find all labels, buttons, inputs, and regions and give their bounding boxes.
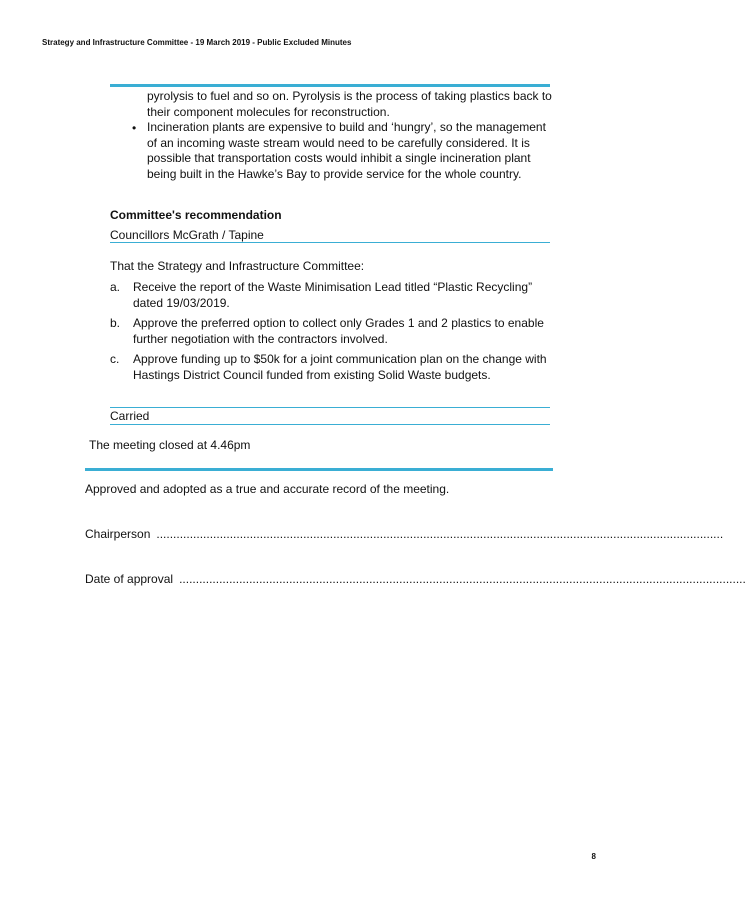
movers-divider	[110, 242, 550, 243]
bullet-item-incineration: Incineration plants are expensive to build and ‘hungry’, so the management of an incoming waste stream would need to be carefully considered. It is possible that transportation costs would inhibit a single incineration plant being built in the Hawke’s Bay to provide service for the whole country.	[147, 120, 546, 181]
date-of-approval-dots: ..........................................................................................................................................................................	[179, 572, 746, 586]
recommendation-item-a: Receive the report of the Waste Minimisation Lead titled “Plastic Recycling” dated 19/03/2019.	[133, 280, 533, 310]
carried-bottom-divider	[110, 424, 550, 425]
recommendation-intro: That the Strategy and Infrastructure Committee:	[110, 259, 365, 273]
document-header: Strategy and Infrastructure Committee - 19 March 2019 - Public Excluded Minutes	[42, 38, 352, 47]
page-number: 8	[591, 852, 596, 861]
approval-statement: Approved and adopted as a true and accurate record of the meeting.	[85, 482, 450, 496]
date-of-approval-line	[85, 572, 746, 586]
carried-top-divider	[110, 407, 550, 408]
meeting-closed: The meeting closed at 4.46pm	[89, 438, 251, 452]
recommendation-heading: Committee's recommendation	[110, 208, 282, 222]
recommendation-item-b: Approve the preferred option to collect only Grades 1 and 2 plastics to enable further negotiation with the contractors involved.	[133, 316, 544, 346]
bullet-symbol: •	[132, 121, 137, 135]
chairperson-line	[85, 527, 724, 541]
item-marker-c: c.	[110, 352, 120, 366]
chairperson-label: Chairperson	[85, 527, 151, 541]
recommendation-movers: Councillors McGrath / Tapine	[110, 228, 264, 242]
approval-divider	[85, 468, 553, 471]
recommendation-item-c: Approve funding up to $50k for a joint communication plan on the change with Hastings District Council funded from existing Solid Waste budgets.	[133, 352, 547, 382]
date-of-approval-label: Date of approval	[85, 572, 174, 586]
top-divider	[110, 84, 550, 87]
chairperson-dots: ..........................................................................................................................................................................	[156, 527, 724, 541]
item-marker-a: a.	[110, 280, 121, 294]
bullet-continuation: pyrolysis to fuel and so on. Pyrolysis is the process of taking plastics back to their component molecules for reconstruction.	[147, 89, 552, 119]
outcome-carried: Carried	[110, 409, 150, 423]
item-marker-b: b.	[110, 316, 121, 330]
